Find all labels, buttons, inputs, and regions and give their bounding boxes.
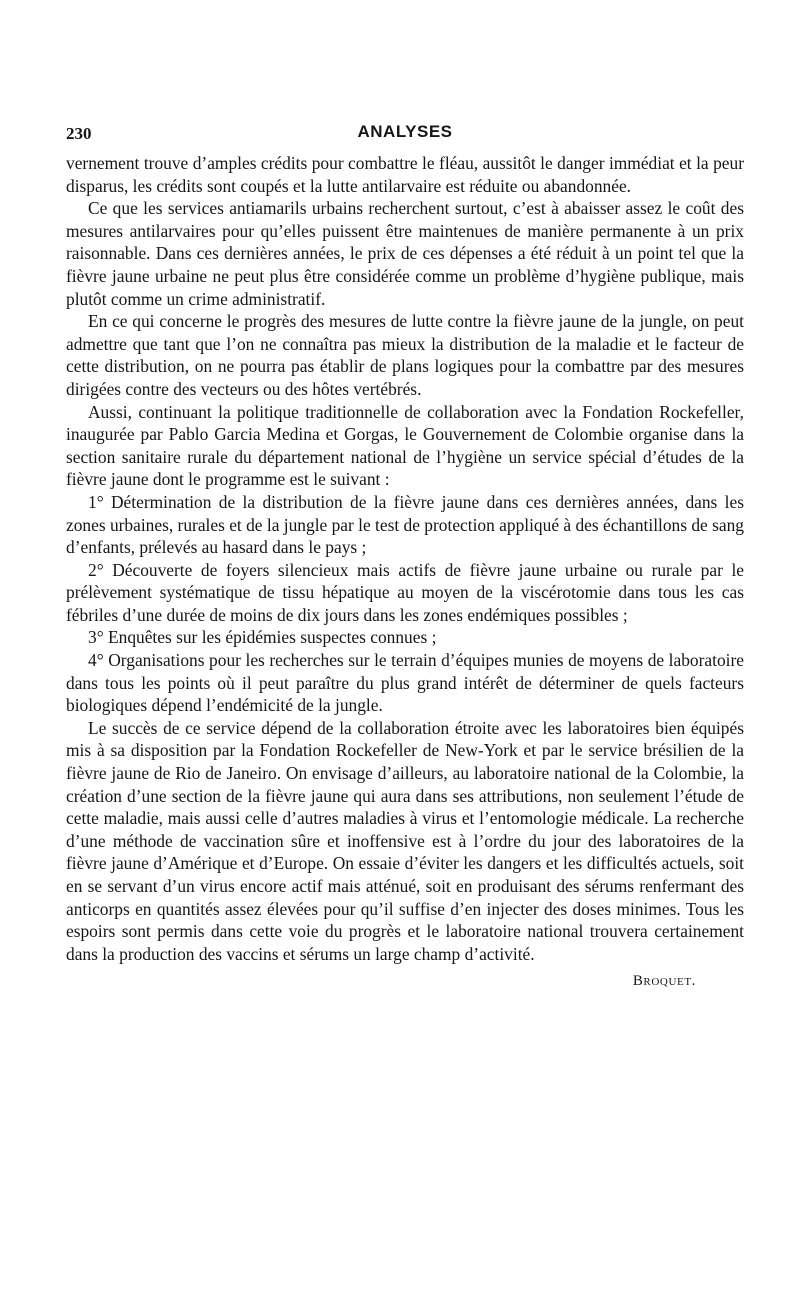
paragraph-antiamaril-services: Ce que les services antiamarils urbains recherchent surtout, c’est à abaisser assez le coût des mesures antilarvaires pour qu’elles puissent être maintenues de manière permanente à un prix raisonnable. Dans ces dernières années, le prix de ces dépenses a été réduit à un point tel que la fièvre jaune urbaine ne peut plus être considérée comme un problème d’hygiène publique, mais plutôt comme un crime administratif. — [66, 198, 744, 309]
page-number: 230 — [66, 124, 92, 143]
paragraph-continuation: vernement trouve d’amples crédits pour combattre le fléau, aussitôt le danger immédiat et la peur disparus, les crédits sont coupés et la lutte antilarvaire est réduite ou abandonnée. — [66, 153, 744, 196]
page — [66, 118, 744, 990]
article-body — [66, 152, 744, 965]
program-item-3: 3° Enquêtes sur les épidémies suspectes connues ; — [88, 627, 437, 648]
program-item-1: 1° Détermination de la distribution de la fièvre jaune dans ces dernières années, dans les zones urbaines, rurales et de la jungle par le test de protection appliqué à des échantillons de sang d’enfants, prélevés au hasard dans le pays ; — [66, 491, 744, 558]
program-item-2: 2° Découverte de foyers silencieux mais actifs de fièvre jaune urbaine ou rurale par le prélèvement systématique de tissu hépatique au moyen de la viscérotomie dans tous les cas fébriles d’une durée de moins de dix jours dans les zones endémiques possibles ; — [66, 559, 744, 625]
running-head — [66, 118, 744, 152]
running-title: ANALYSES — [357, 122, 453, 141]
paragraph-service-success: Le succès de ce service dépend de la collaboration étroite avec les laboratoires bien équipés mis à sa disposition par la Fondation Rockefeller de New-York et par le service brésilien de la fièvre jaune de Rio de Janeiro. On envisage d’ailleurs, au laboratoire national de la Colombie, la création d’une section de la fièvre jaune qui aura dans ses attributions, non seulement l’étude de cette maladie, mais aussi celle d’autres maladies à virus et l’entomologie médicale. La recherche d’une méthode de vaccination sûre et inoffensive est à l’ordre du jour des laboratoires de la fièvre jaune d’Amérique et d’Europe. On essaie d’éviter les dangers et les difficultés actuels, soit en se servant d’un virus encore actif mais atténué, soit en produisant des sérums renfermant des anticorps en quantités assez élevées pour qu’il suffise d’en injecter des doses minimes. Tous les espoirs sont permis dans cette voie du progrès et le laboratoire national trouvera certainement dans la production des vaccins et sérums un large champ d’activité. — [66, 717, 744, 964]
program-item-4: 4° Organisations pour les recherches sur le terrain d’équipes munies de moyens de laboratoire dans tous les points où il peut paraître du plus grand intérêt de déterminer de quels facteurs biologiques dépend l’endémicité de la jungle. — [66, 650, 744, 716]
paragraph-jungle-fever: En ce qui concerne le progrès des mesures de lutte contre la fièvre jaune de la jungle, on peut admettre que tant que l’on ne connaîtra pas mieux la distribution de la maladie et le facteur de cette distribution, on ne pourra pas établir de plans logiques pour la combattre par des mesures dirigées contre des vecteurs ou des hôtes vertébrés. — [66, 311, 744, 399]
author-signature: Broquet. — [632, 973, 696, 990]
paragraph-rockefeller-collaboration: Aussi, continuant la politique traditionnelle de collaboration avec la Fondation Rockefeller, inaugurée par Pablo Garcia Medina et Gorgas, le Gouvernement de Colombie organise dans la section sanitaire rurale du département national de l’hygiène un service spécial d’études de la fièvre jaune dont le programme est le suivant : — [66, 401, 744, 490]
